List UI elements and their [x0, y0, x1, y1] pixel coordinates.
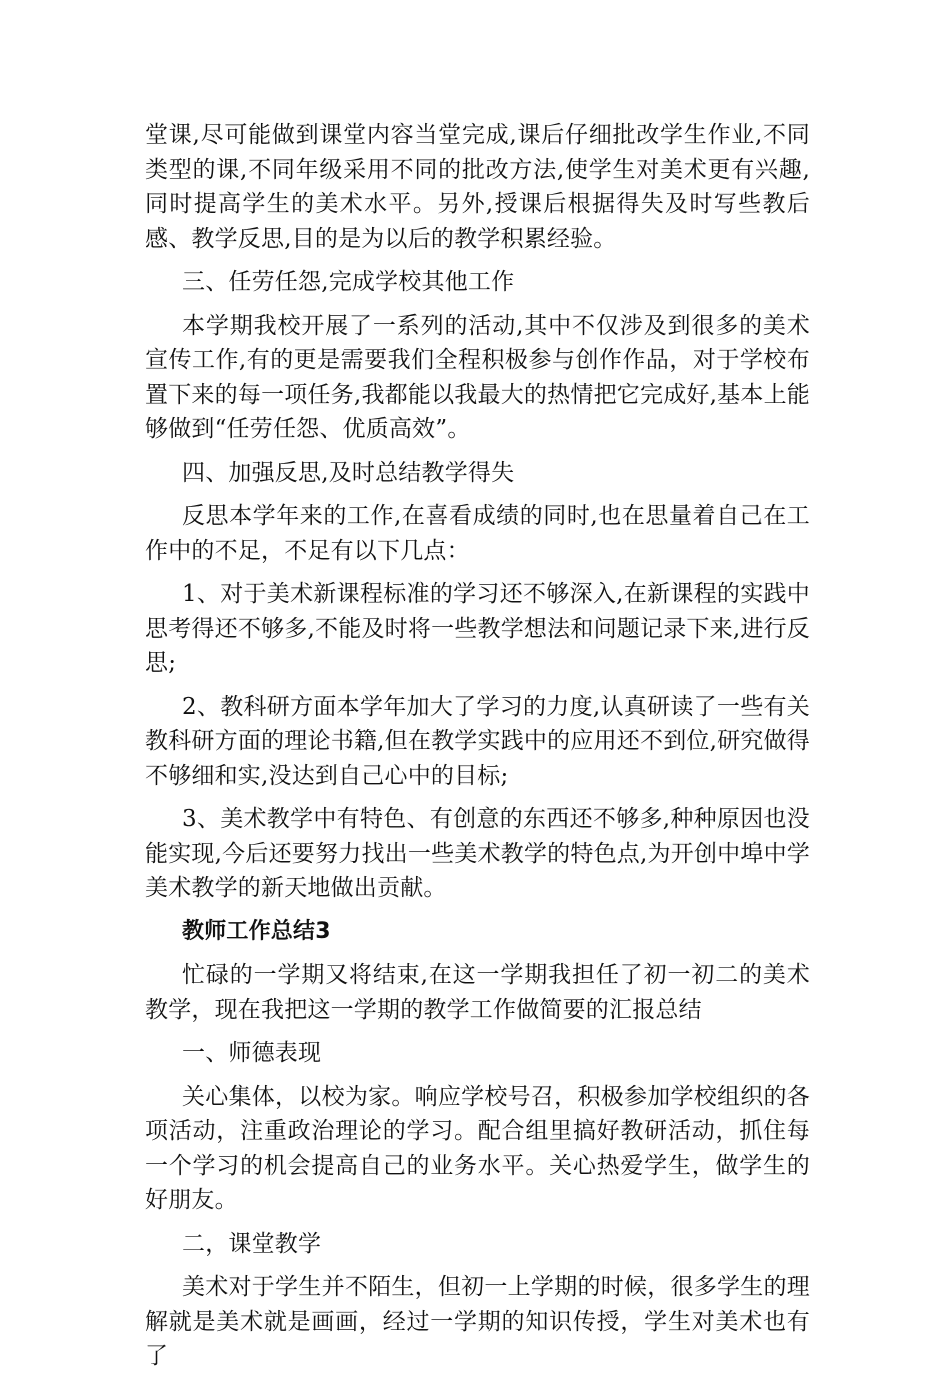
section-heading-3: 三、任劳任怨,完成学校其他工作 [182, 269, 515, 295]
paragraph-text: 反思本学年来的工作,在喜看成绩的同时,也在思量着自己在工作中的不足，不足有以下几点： [145, 503, 810, 564]
document-title: 教师工作总结3 [182, 918, 331, 944]
paragraph-text: 本学期我校开展了一系列的活动,其中不仅涉及到很多的美术宣传工作,有的更是需要我们全程积极参与创作作品，对于学校布置下来的每一项任务,我都能以我最大的热情把它完成好,基本上能够做到“任劳任怨、优质高效”。 [145, 312, 810, 442]
document-body [145, 118, 810, 1383]
section-heading-1: 一、师德表现 [182, 1040, 322, 1066]
paragraph-text: 堂课,尽可能做到课堂内容当堂完成,课后仔细批改学生作业,不同类型的课,不同年级采用不同的批改方法,使学生对美术更有兴趣,同时提高学生的美术水平。另外,授课后根据得失及时写些教后感、教学反思,目的是为以后的教学积累经验。 [145, 122, 810, 252]
list-item: 1、对于美术新课程标准的学习还不够深入,在新课程的实践中思考得还不够多,不能及时将一些教学想法和问题记录下来,进行反思; [145, 581, 810, 676]
list-item: 2、教科研方面本学年加大了学习的力度,认真研读了一些有关教科研方面的理论书籍,但在教学实践中的应用还不到位,研究做得不够细和实,没达到自己心中的目标; [145, 693, 810, 789]
list-item: 3、美术教学中有特色、有创意的东西还不够多,种种原因也没能实现,今后还要努力找出一些美术教学的特色点,为开创中埠中学美术教学的新天地做出贡献。 [145, 806, 810, 901]
section-heading-4: 四、加强反思,及时总结教学得失 [182, 459, 515, 486]
section-heading-2: 二，课堂教学 [182, 1230, 322, 1257]
paragraph-text: 美术对于学生并不陌生，但初一上学期的时候，很多学生的理解就是美术就是画画，经过一学期的知识传授，学生对美术也有了 [145, 1274, 810, 1369]
paragraph-text: 忙碌的一学期又将结束,在这一学期我担任了初一初二的美术教学，现在我把这一学期的教学工作做简要的汇报总结 [145, 962, 810, 1023]
paragraph-text: 关心集体，以校为家。响应学校号召，积极参加学校组织的各项活动，注重政治理论的学习。配合组里搞好教研活动，抓住每一个学习的机会提高自己的业务水平。关心热爱学生，做学生的好朋友。 [145, 1083, 810, 1213]
